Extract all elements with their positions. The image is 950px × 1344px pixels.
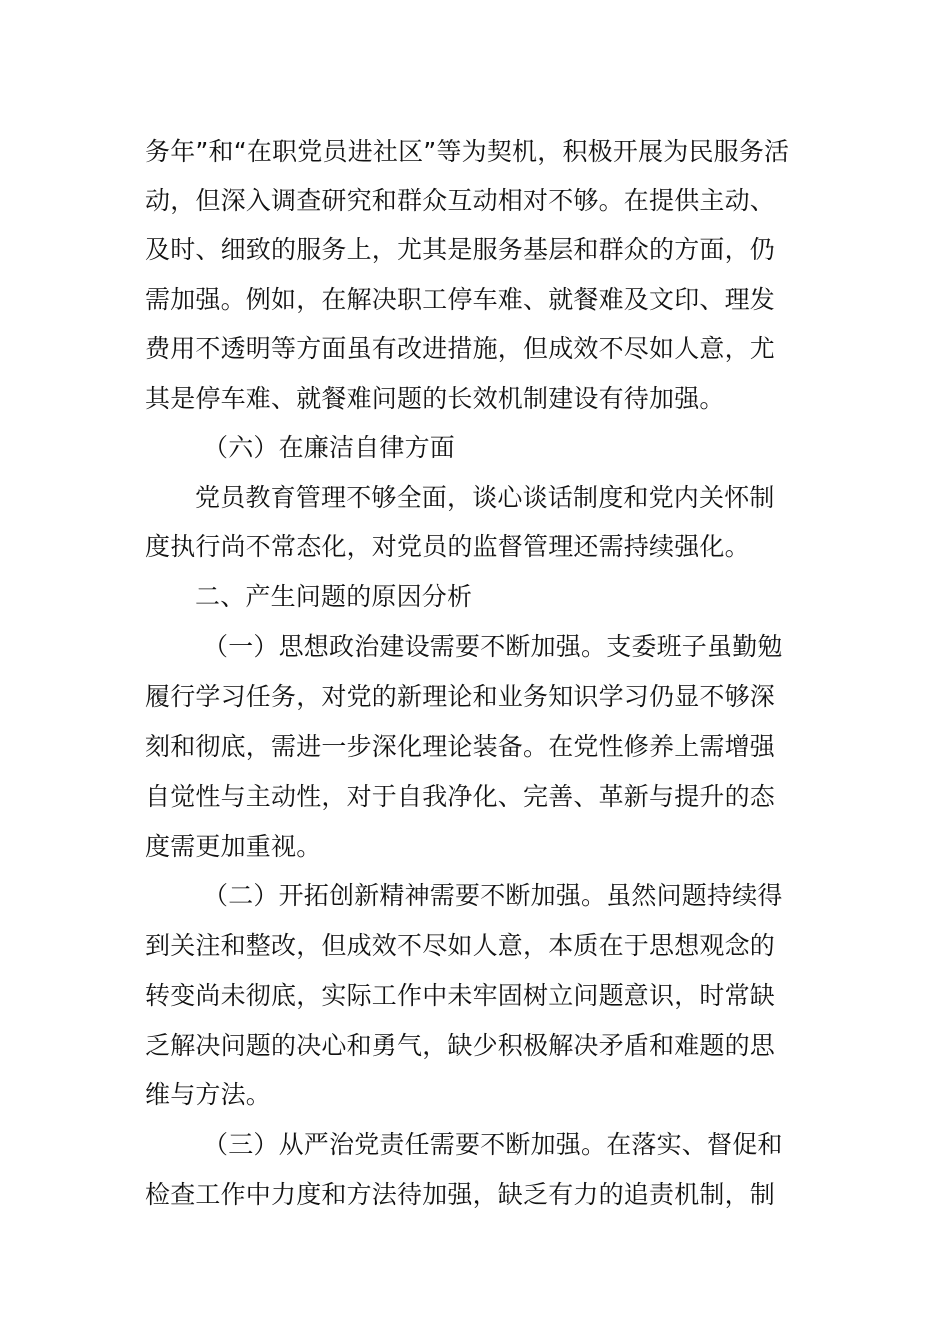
text-line: 检查工作中力度和方法待加强，缺乏有力的追责机制，制: [145, 1180, 776, 1209]
text-line: 自觉性与主动性，对于自我净化、完善、革新与提升的态: [145, 782, 776, 811]
text-line: 履行学习任务，对党的新理论和业务知识学习仍显不够深: [145, 682, 776, 711]
text-line: （一）思想政治建设需要不断加强。支委班子虽勤勉: [203, 632, 783, 661]
text-line: （三）从严治党责任需要不断加强。在落实、督促和: [203, 1130, 783, 1159]
text-line: 维与方法。: [145, 1080, 272, 1109]
section-heading: 二、产生问题的原因分析: [195, 582, 473, 611]
text-line: 到关注和整改，但成效不尽如人意，本质在于思想观念的: [145, 931, 776, 960]
text-line: 刻和彻底，需进一步深化理论装备。在党性修养上需增强: [145, 732, 776, 761]
text-line: 党员教育管理不够全面，谈心谈话制度和党内关怀制: [195, 483, 775, 512]
text-line: 度需更加重视。: [145, 832, 322, 861]
text-line: 务年”和“在职党员进社区”等为契机，积极开展为民服务活: [145, 137, 790, 166]
text-line: 乏解决问题的决心和勇气，缺少积极解决矛盾和难题的思: [145, 1031, 776, 1060]
text-line: 需加强。例如，在解决职工停车难、就餐难及文印、理发: [145, 285, 776, 314]
text-line: 动，但深入调查研究和群众互动相对不够。在提供主动、: [145, 186, 776, 215]
text-line: 及时、细致的服务上，尤其是服务基层和群众的方面，仍: [145, 235, 776, 264]
text-line: （二）开拓创新精神需要不断加强。虽然问题持续得: [203, 881, 783, 910]
text-line: 费用不透明等方面虽有改进措施，但成效不尽如人意，尤: [145, 334, 776, 363]
text-line: 转变尚未彻底，实际工作中未牢固树立问题意识，时常缺: [145, 981, 776, 1010]
text-line: 度执行尚不常态化，对党员的监督管理还需持续强化。: [145, 532, 750, 561]
section-heading: （六）在廉洁自律方面: [203, 433, 456, 462]
text-line: 其是停车难、就餐难问题的长效机制建设有待加强。: [145, 384, 725, 413]
